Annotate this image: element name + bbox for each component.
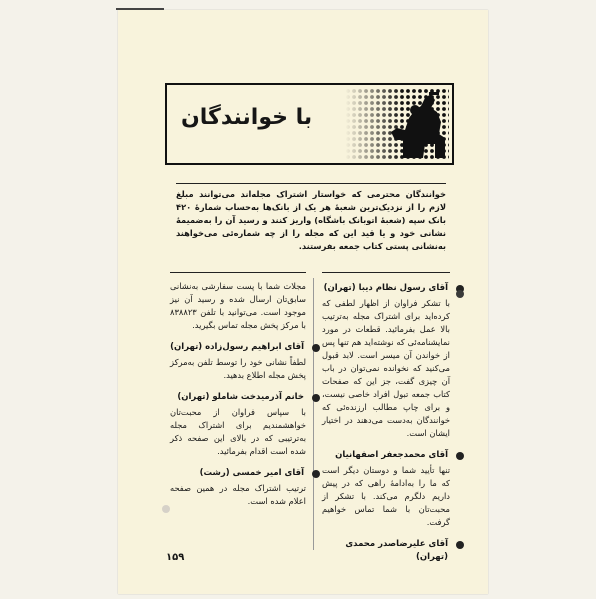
bullet-icon — [312, 344, 320, 352]
reader-name: آقای رسول نظام دیبا (تهران) — [323, 283, 448, 293]
reply-text: تنها تأیید شما و دوستان دیگر است که ما را به‌ادامهٔ راهی که در پیش داریم دلگرم می‌کند. با تشکر از محبت‌تان با شما تماس خواهیم گرفت. — [322, 465, 450, 527]
reader-name: آقای محمدجعفر اصفهانیان — [335, 450, 448, 460]
reader-name: آقای ابراهیم رسول‌زاده (تهران) — [170, 342, 304, 352]
top-edge-mark — [116, 8, 164, 10]
reply-text: با تشکر فراوان از اظهار لطفی که کرده‌اید برای اشتراک مجله به‌ترتیب بالا عمل بفرمائید. قطعات در مورد نمایشنامه‌ئی که نوشته‌اید هم تنها پس از خواندن آن میسر است. لابد قبول می‌کنید که نخوانده نمی‌توان در باب آن چیزی گفت، جز این که صفحات کتاب جمعه تبول افراد خاصی نیست، و برای چاپ مطالب ارزنده‌ئی که خوانندگان به‌دست می‌دهند در اختیار ایشان است. — [322, 298, 450, 438]
column-divider — [313, 278, 314, 550]
letter-item — [170, 467, 306, 508]
intro-top-rule — [176, 183, 446, 184]
bullet-icon — [456, 452, 464, 460]
right-column-rule — [322, 272, 450, 273]
reader-name: آقای امیر خمسی (رشت) — [199, 468, 304, 478]
bullet-icon — [456, 541, 464, 549]
reader-name: خانم آذرمیدخت شاملو (تهران) — [177, 392, 304, 402]
page-number: ۱۵۹ — [166, 552, 185, 563]
letter-item — [322, 449, 450, 529]
reply-text: مجلات شما با پست سفارشی به‌نشانی سابق‌تان ارسال شده و رسید آن نیز موجود است. می‌توانید با تلفن ۸۳۸۸۲۳ با مرکز پخش مجله تماس بگیرید. — [170, 281, 306, 330]
letter-item — [322, 538, 450, 564]
right-column — [322, 282, 450, 573]
letter-item — [170, 341, 306, 382]
reply-text: لطفاً نشانی خود را توسط تلفن به‌مرکز پخش مجله اطلاع بدهید. — [170, 357, 306, 380]
section-header-box — [165, 83, 454, 165]
reader-illustration — [345, 88, 449, 160]
bullet-icon — [312, 394, 320, 402]
left-column — [170, 278, 306, 517]
subscription-notice: خوانندگان محترمی که خواستار اشتراک مجله‌اند می‌توانند مبلغ لازم را از نزدیک‌ترین شعبهٔ هر یک از بانک‌ها به‌حساب شمارهٔ ۴۲۰ بانک سپه (شعبهٔ اتوبانک باشگاه) واریز کنند و رسید آن را به‌ضمیمهٔ نشانی خود و یا قید این که مجله را از چه شماره‌ئی می‌خواهند به‌نشانی پستی کتاب جمعه بفرستند. — [176, 189, 446, 251]
letter-item — [322, 282, 450, 440]
letter-item — [170, 391, 306, 458]
show-through-dot — [162, 505, 170, 513]
left-column-rule — [170, 272, 306, 273]
reply-text: ترتیب اشتراک مجله در همین صفحه اعلام شده است. — [170, 483, 306, 506]
reply-text: با سپاس فراوان از محبت‌تان خواهشمندیم برای اشتراک مجله به‌ترتیبی که در بالای این صفحه ذکر شده است اقدام بفرمائید. — [170, 407, 306, 456]
section-title: با خوانندگان — [181, 105, 313, 130]
reader-name: آقای علیرضاصدر محمدی (تهران) — [345, 539, 448, 562]
bullet-icon — [312, 470, 320, 478]
letter-item — [170, 280, 306, 332]
show-through-dot — [456, 290, 464, 298]
